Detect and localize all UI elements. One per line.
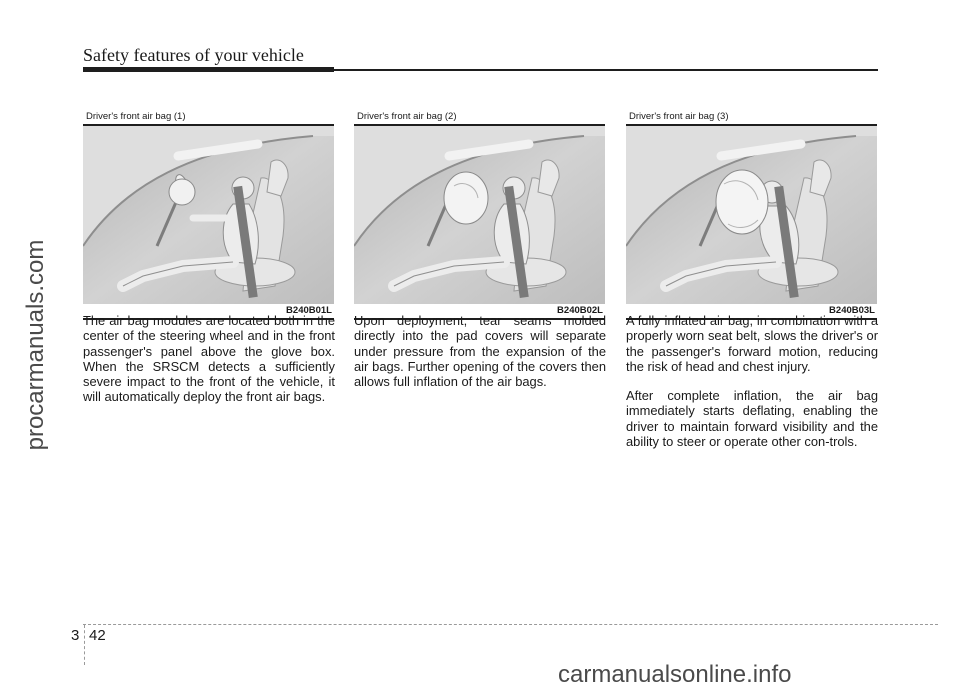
figure-caption: Driver's front air bag (3) bbox=[629, 111, 729, 122]
figure-airbag-1 bbox=[83, 110, 334, 320]
paragraph: After complete inflation, the air bag immediately starts deflating, enabling the driver to maintain forward visibility and the ability to steer or operate other con-trols. bbox=[626, 388, 878, 450]
side-watermark-text: procarmanuals.com bbox=[22, 239, 49, 451]
footer-divider bbox=[83, 624, 938, 625]
figure-caption: Driver's front air bag (2) bbox=[357, 111, 457, 122]
figure-airbag-3 bbox=[626, 110, 877, 320]
figure-code: B240B02L bbox=[354, 304, 605, 320]
paragraph: Upon deployment, tear seams molded directly into the pad covers will separate under pressure from the expansion of the air bags. Further opening of the covers then allows full inflation of the air bags. bbox=[354, 313, 606, 390]
figure-caption: Driver's front air bag (1) bbox=[86, 111, 186, 122]
text-column-2 bbox=[354, 313, 606, 403]
airbag-stage-1-illustration bbox=[83, 126, 334, 304]
bottom-watermark: carmanualsonline.info bbox=[558, 661, 792, 688]
page-number: 42 bbox=[89, 627, 106, 644]
paragraph: A fully inflated air bag, in combination with a properly worn seat belt, slows the driver's or the passenger's forward motion, reducing the risk of head and chest injury. bbox=[626, 313, 878, 374]
paragraph: The air bag modules are located both in the center of the steering wheel and in the front passenger's panel above the glove box. When the SRSCM detects a sufficiently severe impact to the front of the vehicle, it will automatically deploy the front air bags. bbox=[83, 313, 335, 405]
chapter-number: 3 bbox=[71, 627, 80, 644]
header-rule-dark bbox=[83, 67, 334, 72]
text-column-3 bbox=[626, 313, 878, 463]
footer-vertical-divider bbox=[84, 625, 85, 665]
figure-code: B240B03L bbox=[626, 304, 877, 320]
airbag-stage-2-illustration bbox=[354, 126, 605, 304]
figure-airbag-2 bbox=[354, 110, 605, 320]
text-column-1 bbox=[83, 313, 335, 419]
header-rule-thin bbox=[334, 69, 878, 71]
airbag-stage-3-illustration bbox=[626, 126, 877, 304]
figure-code: B240B01L bbox=[83, 304, 334, 320]
header-title: Safety features of your vehicle bbox=[83, 45, 304, 65]
